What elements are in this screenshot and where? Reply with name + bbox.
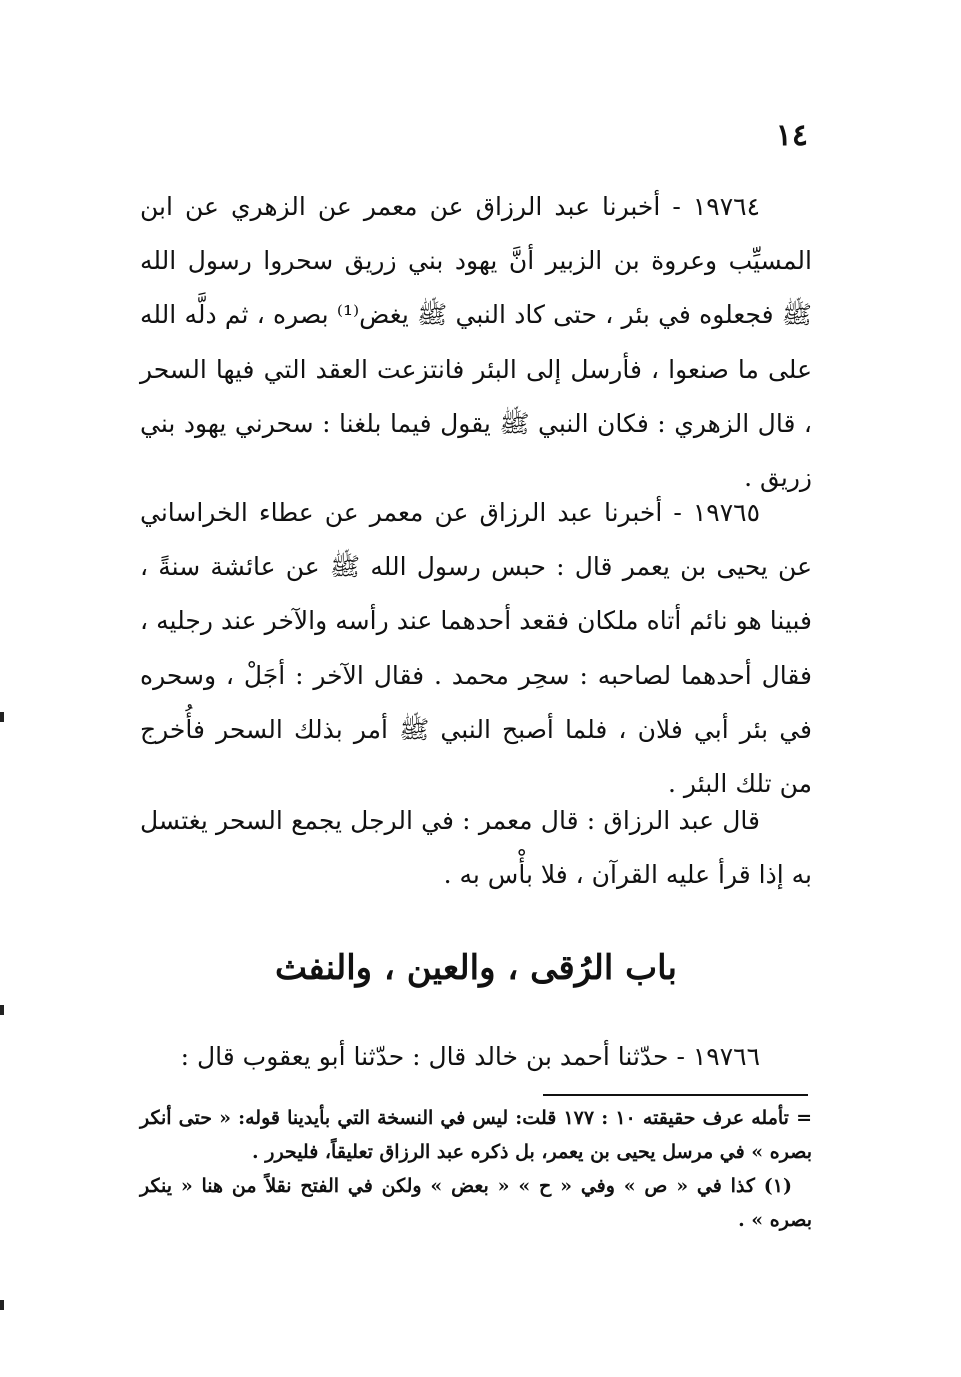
abdurrazzaq-note [140, 794, 812, 902]
scan-edge-mark [0, 712, 4, 722]
footnotes [140, 1101, 812, 1237]
hadith-19764 [140, 180, 812, 505]
scan-edge-mark [0, 1300, 4, 1310]
hadith-text: ١٩٧٦٤ - أخبرنا عبد الرزاق عن معمر عن الزهري عن ابن المسيِّب وعروة بن الزبير أنَّ يهود بني زريق سحروا رسول الله ﷺ فجعلوه في بئر ، حتى كاد النبي ﷺ يغض⁽¹⁾ بصره ، ثم دلَّه الله على ما صنعوا ، فأرسل إلى البئر فانتزعت العقد التي فيها السحر ، قال الزهري : فكان النبي ﷺ يقول فيما بلغنا : سحرني يهود بني زريق . [140, 192, 813, 493]
note-text: قال عبد الرزاق : قال معمر : في الرجل يجمع السحر يغتسل به إذا قرأ عليه القرآن ، فلا بأْس به . [140, 806, 812, 890]
hadith-19765 [140, 486, 812, 811]
footnote-divider [543, 1094, 808, 1096]
hadith-text: ١٩٧٦٥ - أخبرنا عبد الرزاق عن معمر عن عطاء الخراساني عن يحيى بن يعمر قال : حبس رسول الله ﷺ عن عائشة سنةً ، فبينا هو نائم أتاه ملكان فقعد أحدهما عند رأسه والآخر عند رجليه ، فقال أحدهما لصاحبه : سحِر محمد . فقال الآخر : أجَلْ ، وسحره في بئر أبي فلان ، فلما أصبح النبي ﷺ أمر بذلك السحر فأُخرج من تلك البئر . [140, 498, 812, 799]
hadith-text: ١٩٧٦٦ - حدّثنا أحمد بن خالد قال : حدّثنا أبو يعقوب قال : [180, 1042, 760, 1071]
page-number: ١٤ [775, 118, 808, 153]
footnote-continuation: = تأمله عرف حقيقته ١٠ : ١٧٧ قلت: ليس في النسخة التي بأيدينا قوله: « حتى أنكر بصره » في مرسل يحيى بن يعمر، بل ذكره عبد الرزاق تعليقاً، فليحرر . [140, 1107, 813, 1163]
hadith-19766 [140, 1030, 812, 1084]
chapter-heading: باب الرُقى ، والعين ، والنفث [275, 948, 677, 988]
footnote-1: (١) كذا في « ص » وفي « ح » « بعض » ولكن في الفتح نقلاً من هنا « ينكر بصره » . [140, 1175, 812, 1231]
scan-edge-mark [0, 1005, 4, 1015]
